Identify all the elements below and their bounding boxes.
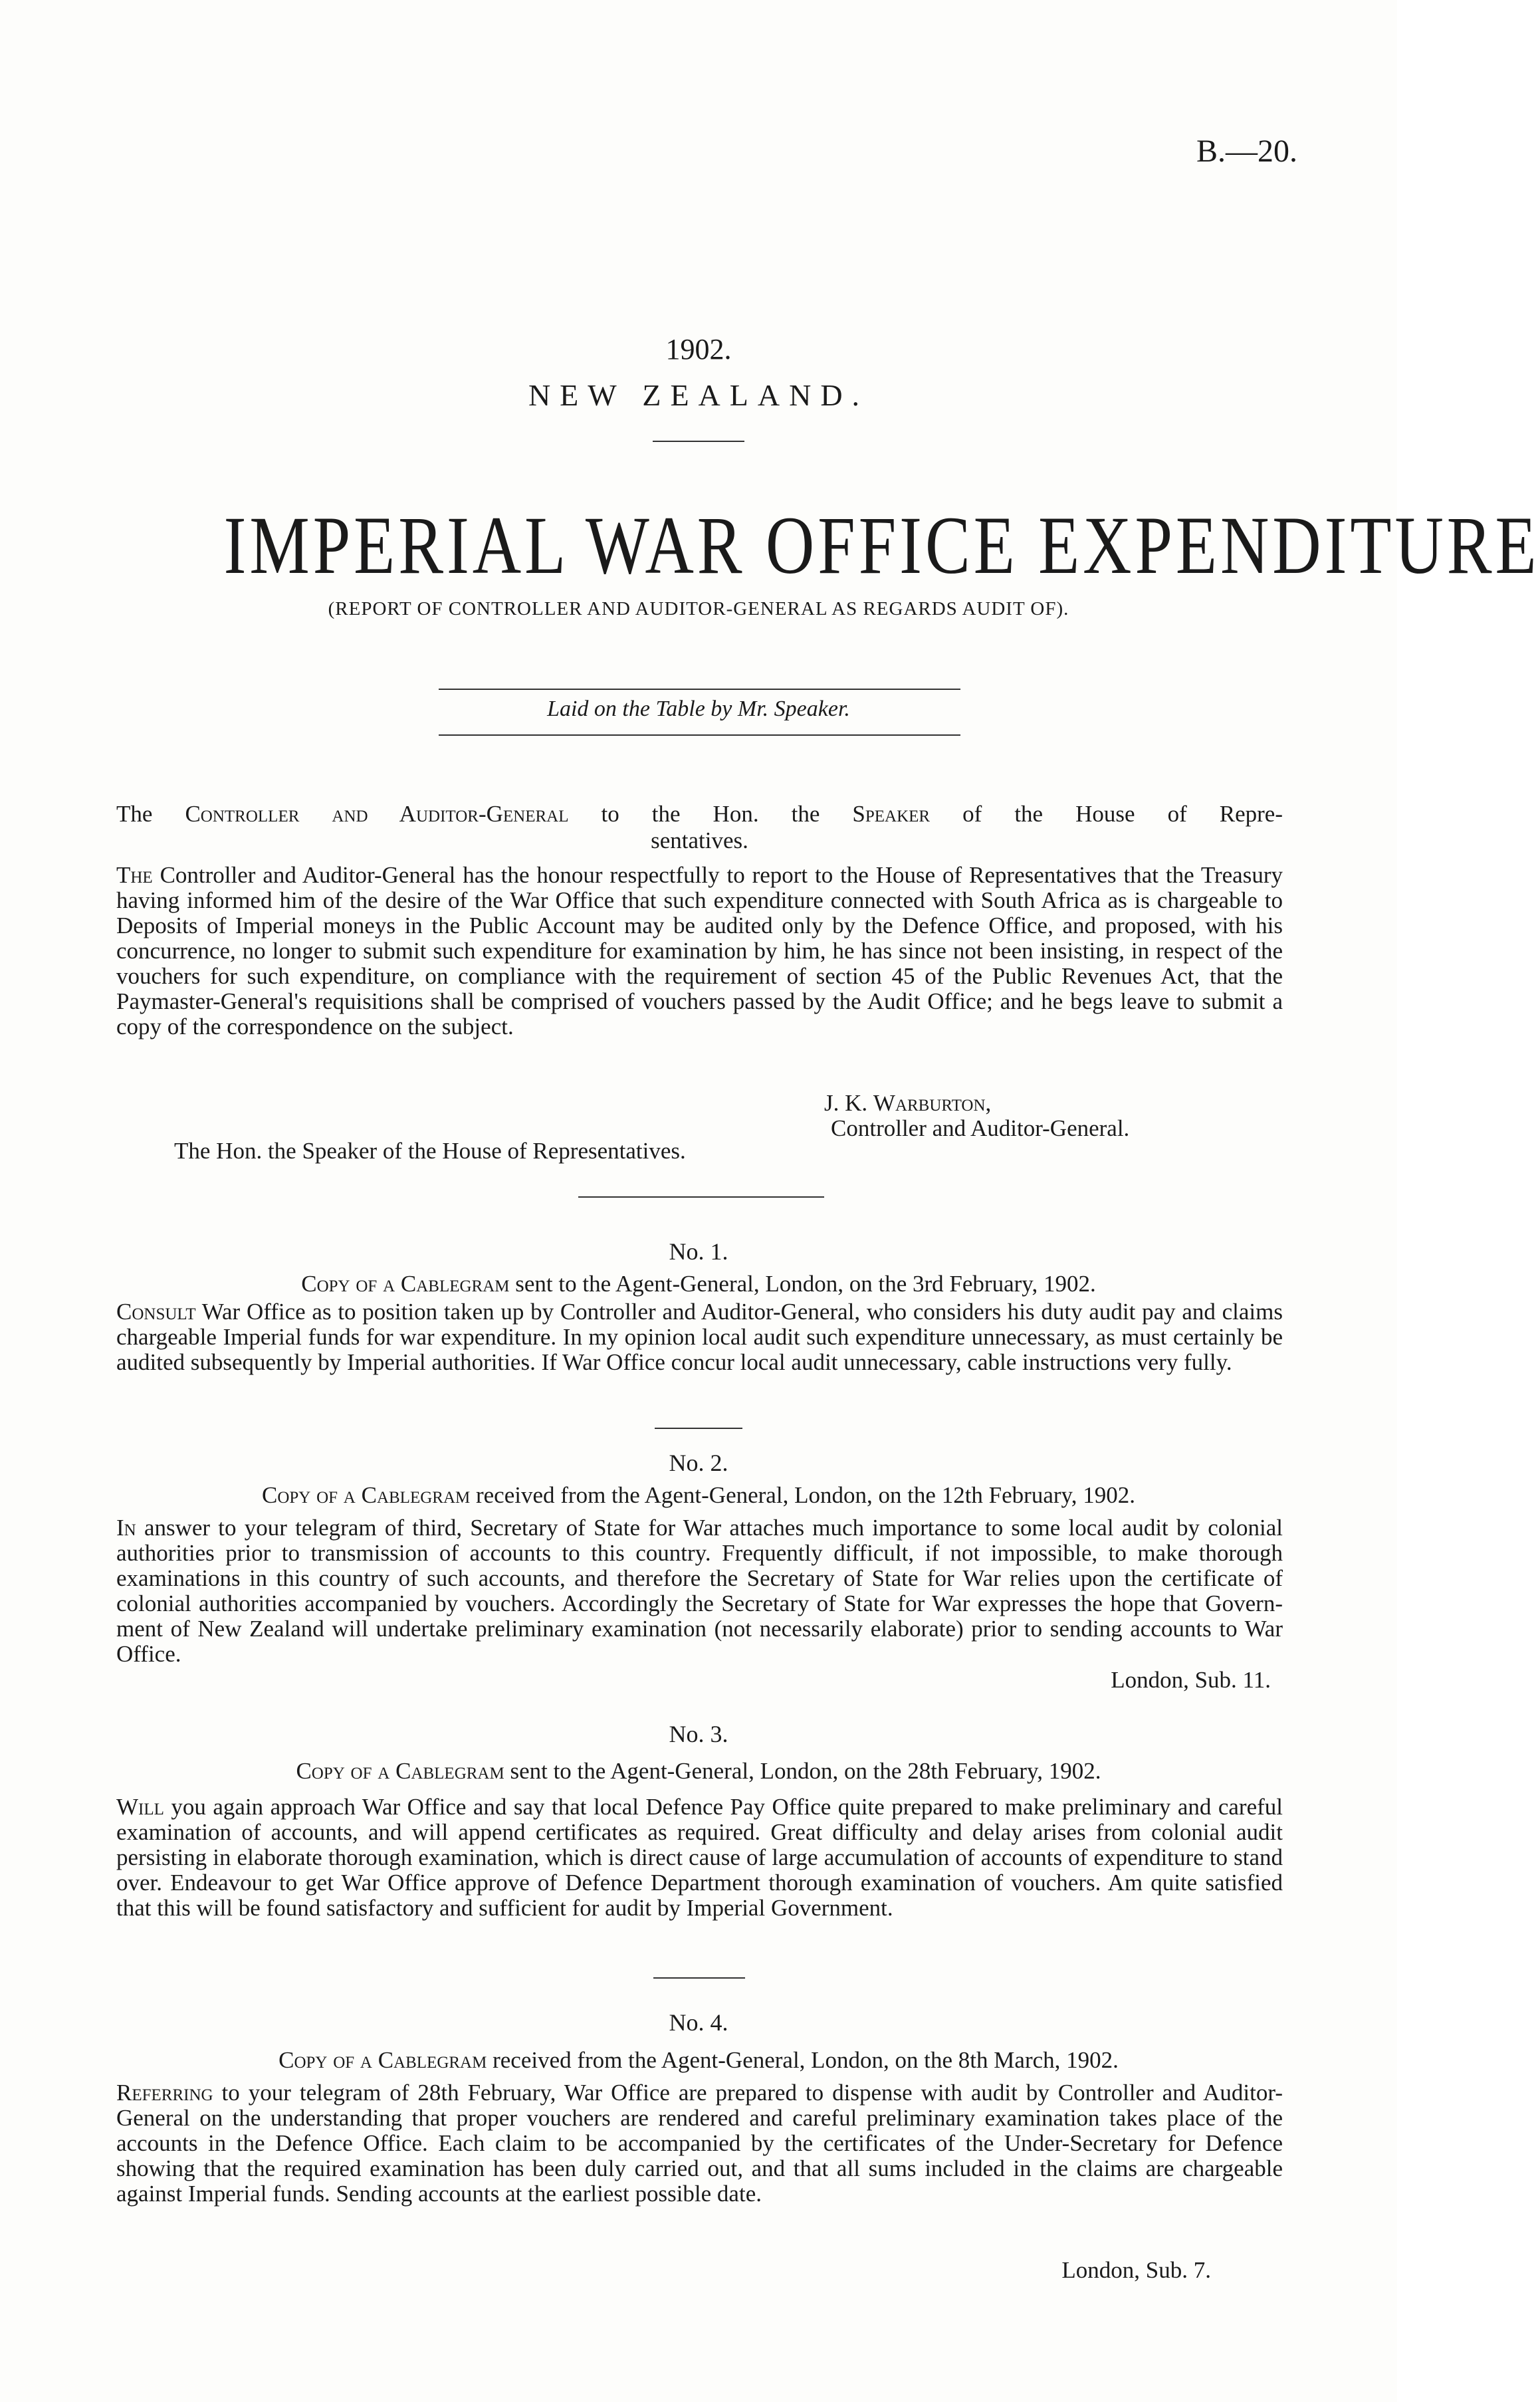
- letter-heading: Copy of a Cablegram received from the Agent-General, London, on the 12th February, 1902.: [261, 1482, 1135, 1508]
- report-body: The Controller and Auditor-General has the honour respectfully to report to the House of Representatives that the Treasury having informed him of the desire of the War Office that such expenditure connected with South Africa as is chargeable to Deposits of Imperial moneys in the Public Account may be audited only by the Defence Office, and proposed, with his concurrence, no longer to submit such expenditure for examination by him, he has since not been insisting, in respect of the vouchers for such expenditure, on compliance with the requirement of section 45 of the Public Revenues Act, that the Paymaster-General's requisitions shall be comprised of vouchers passed by the Audit Office; and he begs leave to submit a copy of the correspondence on the subject.: [116, 862, 1283, 1039]
- divider-rule: [653, 1977, 745, 1979]
- letter-number: No. 3.: [669, 1721, 728, 1747]
- divider-rule: [439, 734, 960, 736]
- letter-body: Referring to your telegram of 28th February, War Office are prepared to dispense with audit by Controller and Auditor-General on the understanding that proper vouchers are rendered and careful preliminary examination takes place of the accounts in the Defence Office. Each claim to be accompanied by the certificates of the Under-Secretary for Defence showing that the required examination has been duly carried out, and that all sums included in the claims are chargeable against Imperial funds. Sending accounts at the earliest possible date.: [116, 2080, 1283, 2207]
- letter-body: Consult War Office as to position taken up by Controller and Auditor-General, who considers his duty audit pay and claims chargeable Imperial funds for war expenditure. In my opinion local audit such expenditure unnecessary, as must certainly be audited subsequently by Imperial authorities. If War Office concur local audit unnecessary, cable instructions very fully.: [116, 1299, 1283, 1375]
- signature-title: Controller and Auditor-General.: [831, 1115, 1130, 1141]
- divider-rule: [578, 1196, 824, 1198]
- report-address: [116, 801, 1283, 854]
- divider-rule: [655, 1428, 742, 1429]
- letter-heading: Copy of a Cablegram sent to the Agent-General, London, on the 28th February, 1902.: [296, 1758, 1101, 1784]
- letter-dateline: London, Sub. 11.: [1111, 1667, 1271, 1693]
- letter-body: Will you again approach War Office and say that local Defence Pay Office quite prepared to make preliminary and careful examination of accounts, and will append certificates as required. Great difficulty and delay arises from colonial audit persisting in elaborate thorough examination, which is direct cause of large accumulation of accounts of expenditure to stand over. Endeavour to get War Office approve of Defence Department thorough examination of vouchers. Am quite satisfied that this will be found satisfactory and sufficient for audit by Imperial Government.: [116, 1794, 1283, 1921]
- letter-heading: Copy of a Cablegram received from the Agent-General, London, on the 8th March, 1902.: [278, 2047, 1119, 2073]
- letter-number: No. 4.: [669, 2009, 728, 2036]
- document-country: NEW ZEALAND.: [528, 378, 869, 412]
- signature: J. K. Warburton,: [824, 1090, 992, 1116]
- laid-on-table-note: Laid on the Table by Mr. Speaker.: [547, 697, 850, 721]
- document-year: 1902.: [665, 333, 732, 366]
- divider-rule: [653, 441, 744, 442]
- letter-number: No. 2.: [669, 1450, 728, 1476]
- document-subtitle: (REPORT OF CONTROLLER AND AUDITOR-GENERAL AS REGARDS AUDIT OF).: [328, 598, 1069, 619]
- document-title: IMPERIAL WAR OFFICE EXPENDITURE: [223, 500, 1540, 591]
- letter-dateline: London, Sub. 7.: [1061, 2257, 1211, 2283]
- letter-body: In answer to your telegram of third, Secretary of State for War attaches much importance to some local audit by colonial authorities prior to transmission of accounts to this country. Frequently difficult, if not impossible, to make thorough examinations in this country of such accounts, and therefore the Secretary of State for War relies upon the certificate of colonial authorities accompanied by vouchers. Accordingly the Secretary of State for War expresses the hope that Government of New Zealand will undertake preliminary examination (not necessarily elaborate) prior to sending accounts to War Office.: [116, 1515, 1283, 1667]
- letter-number: No. 1.: [669, 1238, 728, 1265]
- report-address-line2: sentatives.: [651, 827, 748, 853]
- report-address-line1: The Controller and Auditor-General to the Hon. the Speaker of the House of Repre-: [116, 801, 1283, 827]
- divider-rule: [439, 689, 960, 690]
- letter-heading: Copy of a Cablegram sent to the Agent-General, London, on the 3rd February, 1902.: [301, 1271, 1096, 1297]
- report-addressee: The Hon. the Speaker of the House of Representatives.: [174, 1138, 686, 1164]
- document-reference: B.—20.: [1196, 134, 1297, 169]
